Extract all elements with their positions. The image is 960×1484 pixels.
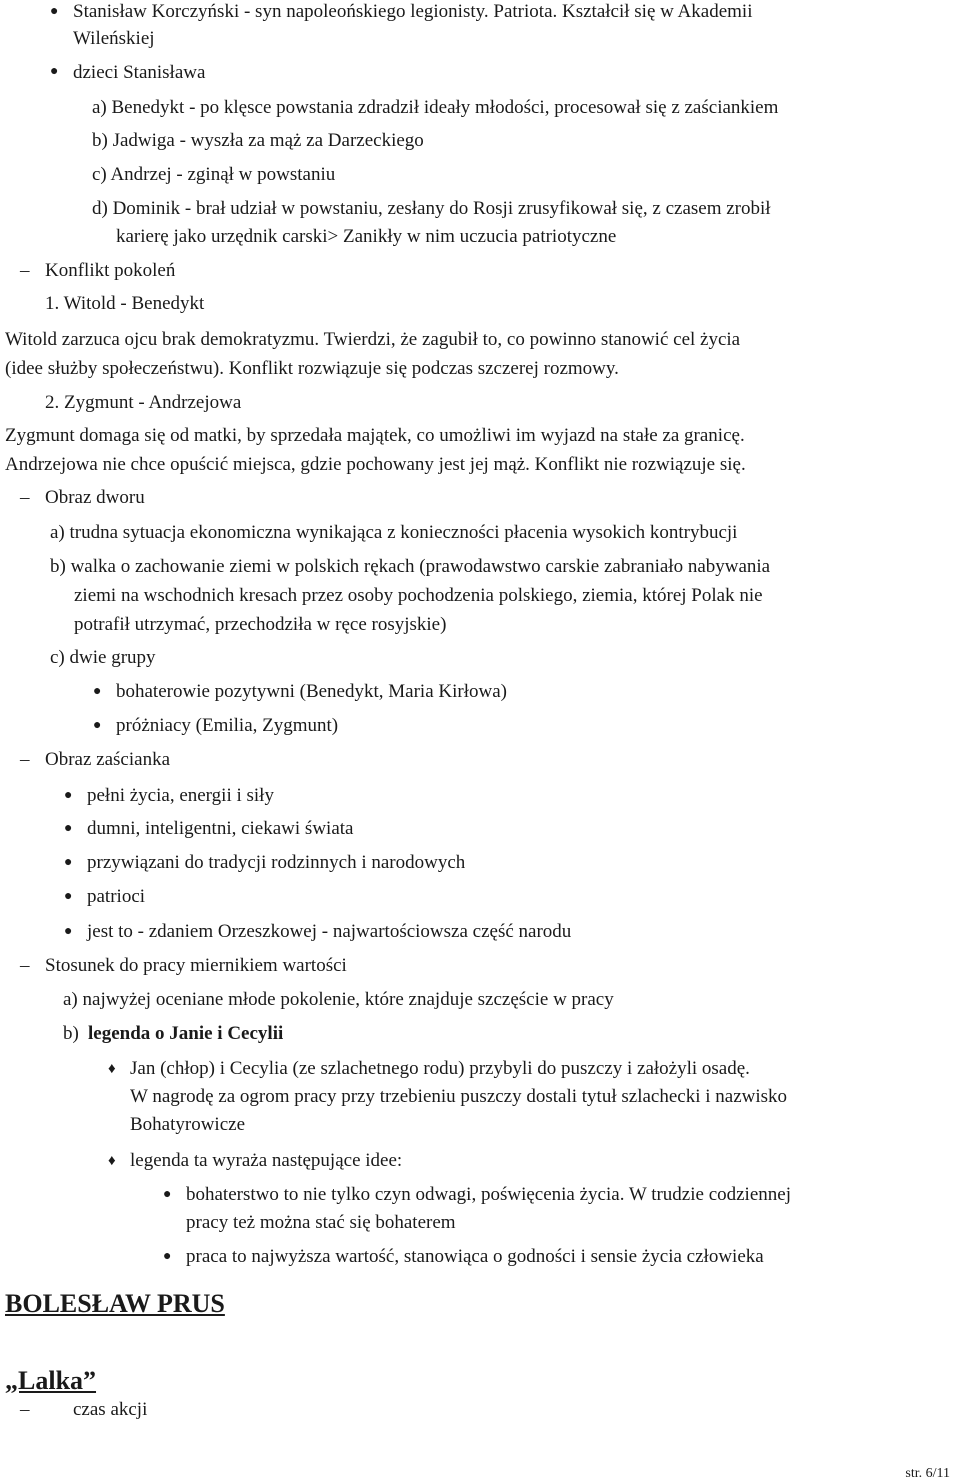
text-line: ziemi na wschodnich kresach przez osoby pochodzenia polskiego, ziemia, której Polak nie — [74, 585, 763, 606]
text-line: 2. Zygmunt - Andrzejowa — [45, 392, 242, 413]
bullet-icon: ● — [50, 64, 59, 79]
list-item: patrioci — [87, 886, 146, 907]
list-item: pełni życia, energii i siły — [87, 785, 274, 806]
text-line: a) Benedykt - po klęsce powstania zdradził ideały młodości, procesował się z zaściankiem — [92, 97, 779, 118]
page-number: str. 6/11 — [905, 1466, 950, 1481]
text-line: c) dwie grupy — [50, 647, 156, 668]
bullet-icon: ● — [64, 889, 73, 904]
bullet-icon: ● — [64, 855, 73, 870]
text-line: potrafił utrzymać, przechodziła w ręce rosyjskie) — [74, 614, 447, 635]
bullet-icon: ● — [64, 821, 73, 836]
text-line: dzieci Stanisława — [73, 62, 206, 83]
legend-title: legenda o Janie i Cecylii — [88, 1023, 284, 1044]
dash-icon: – — [20, 955, 30, 976]
text-line: (idee służby społeczeństwu). Konflikt rozwiązuje się podczas szczerej rozmowy. — [5, 358, 619, 379]
diamond-bullet-icon: ♦ — [108, 1061, 116, 1077]
bullet-icon: ● — [64, 788, 73, 803]
text-line: czas akcji — [73, 1399, 148, 1420]
list-item: jest to - zdaniem Orzeszkowej - najwartościowsza część narodu — [87, 921, 572, 942]
bullet-icon: ● — [64, 924, 73, 939]
section-heading: Obraz zaścianka — [45, 749, 171, 770]
text-line: Bohatyrowicze — [130, 1114, 246, 1135]
text-line: 1. Witold - Benedykt — [45, 293, 205, 314]
text-line: Wileńskiej — [73, 28, 155, 49]
bullet-icon: ● — [93, 684, 102, 699]
list-item: legenda ta wyraża następujące idee: — [130, 1150, 403, 1171]
text-line: b) walka o zachowanie ziemi w polskich rękach (prawodawstwo carskie zabraniało nabywania — [50, 556, 771, 577]
text-line: b) Jadwiga - wyszła za mąż za Darzeckiego — [92, 130, 424, 151]
author-heading: BOLESŁAW PRUS — [5, 1289, 225, 1318]
section-heading: Stosunek do pracy miernikiem wartości — [45, 955, 347, 976]
text-line: Andrzejowa nie chce opuścić miejsca, gdzie pochowany jest jej mąż. Konflikt nie rozwiązuje się. — [5, 454, 746, 475]
text-line: Witold zarzuca ojcu brak demokratyzmu. Twierdzi, że zagubił to, co powinno stanowić cel życia — [5, 329, 741, 350]
text-line: d) Dominik - brał udział w powstaniu, zesłany do Rosji zrusyfikował się, z czasem zrobił — [92, 198, 771, 219]
bullet-icon: ● — [50, 4, 59, 19]
text-line: Zygmunt domaga się od matki, by sprzedała majątek, co umożliwi im wyjazd na stałe za granicę. — [5, 425, 745, 446]
dash-icon: – — [20, 260, 30, 281]
list-item: próżniacy (Emilia, Zygmunt) — [116, 715, 339, 736]
list-item: bohaterstwo to nie tylko czyn odwagi, poświęcenia życia. W trudzie codziennej — [186, 1184, 791, 1205]
text-line: pracy też można stać się bohaterem — [186, 1212, 456, 1233]
list-item: praca to najwyższa wartość, stanowiąca o godności i sensie życia człowieka — [186, 1246, 764, 1267]
bullet-icon: ● — [163, 1249, 172, 1264]
diamond-bullet-icon: ♦ — [108, 1153, 116, 1169]
list-item: przywiązani do tradycji rodzinnych i narodowych — [87, 852, 466, 873]
section-heading: Obraz dworu — [45, 487, 145, 508]
text-line: a) najwyżej oceniane młode pokolenie, które znajduje szczęście w pracy — [63, 989, 614, 1010]
dash-icon: – — [20, 749, 30, 770]
bullet-icon: ● — [163, 1187, 172, 1202]
book-title: „Lalka” — [5, 1366, 97, 1395]
text-line: W nagrodę za ogrom pracy przy trzebieniu puszczy dostali tytuł szlachecki i nazwisko — [130, 1086, 788, 1107]
text-line: a) trudna sytuacja ekonomiczna wynikająca z konieczności płacenia wysokich kontrybucji — [50, 522, 738, 543]
list-item: Jan (chłop) i Cecylia (ze szlachetnego rodu) przybyli do puszczy i założyli osadę. — [130, 1058, 750, 1079]
list-item: dumni, inteligentni, ciekawi świata — [87, 818, 354, 839]
list-item: bohaterowie pozytywni (Benedykt, Maria Kirłowa) — [116, 681, 507, 702]
section-heading: Konflikt pokoleń — [45, 260, 176, 281]
text-line: b) — [63, 1023, 79, 1044]
bullet-icon: ● — [93, 718, 102, 733]
text-line: Stanisław Korczyński - syn napoleońskiego legionisty. Patriota. Kształcił się w Akademii — [73, 1, 753, 22]
dash-icon: – — [20, 1399, 30, 1420]
text-line: c) Andrzej - zginął w powstaniu — [92, 164, 336, 185]
text-line: karierę jako urzędnik carski> Zanikły w nim uczucia patriotyczne — [116, 226, 617, 247]
dash-icon: – — [20, 487, 30, 508]
